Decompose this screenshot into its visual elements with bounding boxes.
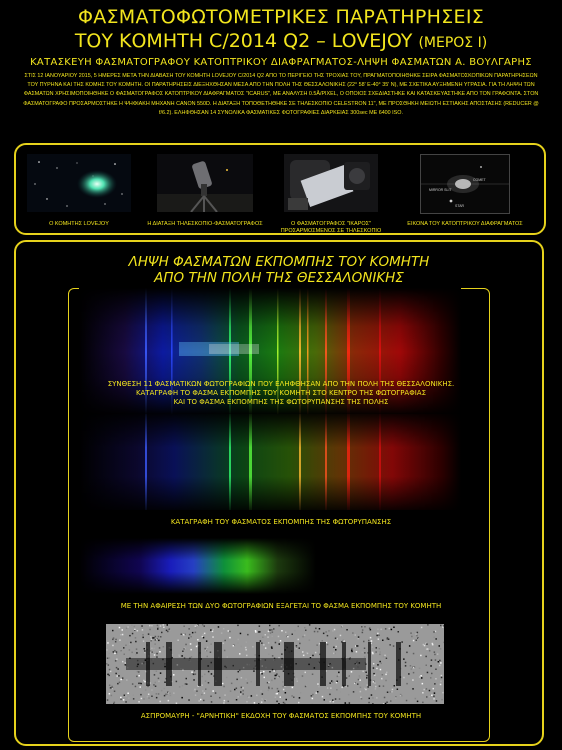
caption-line: ΣΥΝΘΕΣΗ 11 ΦΑΣΜΑΤΙΚΩΝ ΦΩΤΟΓΡΑΦΙΩΝ ΠΟΥ ΕΛΗΦΘΗΣΑΝ ΑΠΟ ΤΗΝ ΠΟΛΗ ΤΗΣ ΘΕΣΣΑΛΟΝΙΚΗΣ.	[107, 380, 455, 388]
title-comet: ΤΟΥ ΚΟΜΗΤΗ C/2014 Q2 – LOVEJOY	[74, 30, 413, 52]
slit-label-mirror: MIRROR SLIT	[429, 188, 452, 192]
photos-panel	[14, 143, 546, 235]
spectra-panel	[14, 240, 544, 746]
photo-caption-comet: Ο ΚΟΜΗΤΗΣ LOVEJOY	[49, 221, 109, 227]
photo-caption-setup: Η ΔΙΑΤΑΞΗ ΤΗΛΕΣΚΟΠΙΟ-ΦΑΣΜΑΤΟΓΡΑΦΟΣ	[147, 221, 263, 227]
slit-photo	[420, 154, 510, 214]
photo-caption-spectrograph	[274, 221, 388, 235]
caption-line: ΠΡΟΣΑΡΜΟΣΜΕΝΟΣ ΣΕ ΤΗΛΕΣΚΟΠΙΟ	[280, 228, 382, 234]
negative-spectrum-image	[106, 624, 444, 704]
section-title-line2: ΑΠΟ ΤΗΝ ΠΟΛΗ ΤΗΣ ΘΕΣΣΑΛΟΝΙΚΗΣ	[154, 270, 404, 286]
title-part: (ΜΕΡΟΣ Ι)	[418, 35, 488, 51]
caption-line: ΚΑΙ ΤΟ ΦΑΣΜΑ ΕΚΠΟΜΠΗΣ ΤΗΣ ΦΩΤΟΡΥΠΑΝΣΗΣ ΤΗΣ ΠΟΛΗΣ	[173, 398, 389, 406]
caption-line: Ο ΦΑΣΜΑΤΟΓΡΑΦΟΣ "ΙΚΑΡΟΣ"	[291, 221, 371, 227]
caption-line: ΚΑΤΑΓΡΑΦΗ ΤΟ ΦΑΣΜΑ ΕΚΠΟΜΠΗΣ ΤΟΥ ΚΟΜΗΤΗ ΣΤΟ ΚΕΝΤΡΟ ΤΗΣ ΦΩΤΟΓΡΑΦΙΑΣ	[135, 389, 427, 397]
main-title-line1: ΦΑΣΜΑΤΟΦΩΤΟΜΕΤΡΙΚΕΣ ΠΑΡΑΤΗΡΗΣΕΙΣ	[77, 6, 485, 28]
caption-composite	[16, 380, 546, 407]
photo-caption-slit: ΕΙΚΟΝΑ ΤΟΥ ΚΑΤΟΠΤΡΙΚΟΥ ΔΙΑΦΡΑΓΜΑΤΟΣ	[407, 221, 523, 227]
section-title-line1: ΛΗΨΗ ΦΑΣΜΑΤΩΝ ΕΚΠΟΜΠΗΣ ΤΟΥ ΚΟΜΗΤΗ	[128, 254, 430, 270]
slit-label-star: STAR	[455, 204, 465, 208]
caption-light-pollution: ΚΑΤΑΓΡΑΦΗ ΤΟΥ ΦΑΣΜΑΤΟΣ ΕΚΠΟΜΠΗΣ ΤΗΣ ΦΩΤΟΡΥΠΑΝΣΗΣ	[170, 518, 392, 526]
main-title-line2	[0, 30, 562, 52]
slit-label-comet: COMET	[473, 178, 486, 182]
comet-spectrum-image	[79, 538, 461, 594]
caption-negative: ΑΣΠΡΟΜΑΥΡΗ - "ΑΡΝΗΤΙΚΗ" ΕΚΔΟΧΗ ΤΟΥ ΦΑΣΜΑΤΟΣ ΕΚΠΟΜΠΗΣ ΤΟΥ ΚΟΜΗΤΗ	[140, 712, 422, 720]
intro-paragraph: ΣΤΙΣ 12 ΙΑΝΟΥΑΡΙΟΥ 2015, 5 ΗΜΕΡΕΣ ΜΕΤΑ ΤΗΝ ΔΙΑΒΑΣΗ ΤΟΥ ΚΟΜΗΤΗ LOVEJOY C/2014 Q2 ΑΠΟ ΤΟ ΠΕΡΙΓΕΙΟ ΤΗΣ ΤΡΟΧΙΑΣ ΤΟΥ, ΠΡΑΓΜΑΤΟΠΟΙΗΘΗΚΕ ΣΕΙΡΑ ΦΑΣΜΑΤΟΣΚΟΠΙΚΩΝ ΠΑΡΑΤΗΡΗΣΕΩΝ ΤΟΥ ΠΥΡΗΝΑ ΚΑΙ ΤΗΣ ΚΟΜΗΣ ΤΟΥ ΚΟΜΗΤΗ. ΟΙ ΠΑΡΑΤΗΡΗΣΕΙΣ ΔΙΕΞΗΧΘΗΣΑΝ ΜΕΣΑ ΑΠΟ ΤΗΝ ΠΟΛΗ ΤΗΣ ΘΕΣΣΑΛΟΝΙΚΗΣ (22° 58' E-40° 35' N), ΜΕ ΣΧΕΤΙΚΑ ΑΥΞΗΜΕΝΗ ΥΓΡΑΣΙΑ. ΓΙΑ ΤΗ ΛΗΨΗ ΤΩΝ ΦΑΣΜΑΤΩΝ ΧΡΗΣΙΜΟΠΟΙΗΘΗΚΕ Ο ΦΑΣΜΑΤΟΓΡΑΦΟΣ ΚΑΤΟΠΤΡΙΚΟΥ ΔΙΑΦΡΑΓΜΑΤΟΣ "ICARUS", ΜΕ ΑΝΑΛΥΣΗ 0.5Å/PIXEL, Ο ΟΠΟΙΟΣ ΣΧΕΔΙΑΣΤΗΚΕ ΚΑΙ ΚΑΤΑΣΚΕΥΑΣΤΗΚΕ ΑΠΟ ΤΟΝ ΓΡΑΦΟΝΤΑ. ΣΤΟΝ ΦΑΣΜΑΤΟΓΡΑΦΟ ΠΡΟΣΑΡΜΟΣΤΗΚΕ Η ΨΗΦΙΑΚΗ ΜΗΧΑΝΗ CANON 550D. Η ΔΙΑΤΑΞΗ ΤΟΠΟΘΕΤΗΘΗΚΕ ΣΕ ΤΗΛΕΣΚΟΠΙΟ CELESTRON 11", ΜΕ ΠΡΟΣΘΗΚΗ ΜΕΙΩΤΗ ΕΣΤΙΑΚΗΣ ΑΠΟΣΤΑΣΗΣ (REDUCER @ f/6.2). ΕΛΗΦΘΗΣΑΝ 14 ΣΥΝΟΛΙΚΑ ΦΑΣΜΑΤΙΚΕΣ ΦΩΤΟΓΡΑΦΙΕΣ ΔΙΑΡΚΕΙΑΣ 300sec ΜΕ 6400 ISO.	[23, 73, 539, 116]
telescope-photo	[157, 154, 253, 212]
comet-photo	[27, 154, 131, 212]
caption-comet-spectrum: ΜΕ ΤΗΝ ΑΦΑΙΡΕΣΗ ΤΩΝ ΔΥΟ ΦΩΤΟΓΡΑΦΙΩΝ ΕΞΑΓΕΤΑΙ ΤΟ ΦΑΣΜΑ ΕΚΠΟΜΠΗΣ ΤΟΥ ΚΟΜΗΤΗ	[120, 602, 442, 610]
subtitle: ΚΑΤΑΣΚΕΥΗ ΦΑΣΜΑΤΟΓΡΑΦΟΥ ΚΑΤΟΠΤΡΙΚΟΥ ΔΙΑΦΡΑΓΜΑΤΟΣ-ΛΗΨΗ ΦΑΣΜΑΤΩΝ Α. ΒΟΥΛΓΑΡΗΣ	[30, 57, 532, 68]
section-title	[16, 254, 542, 286]
light-pollution-spectrum-image	[79, 414, 461, 510]
spectrograph-photo	[284, 154, 378, 212]
